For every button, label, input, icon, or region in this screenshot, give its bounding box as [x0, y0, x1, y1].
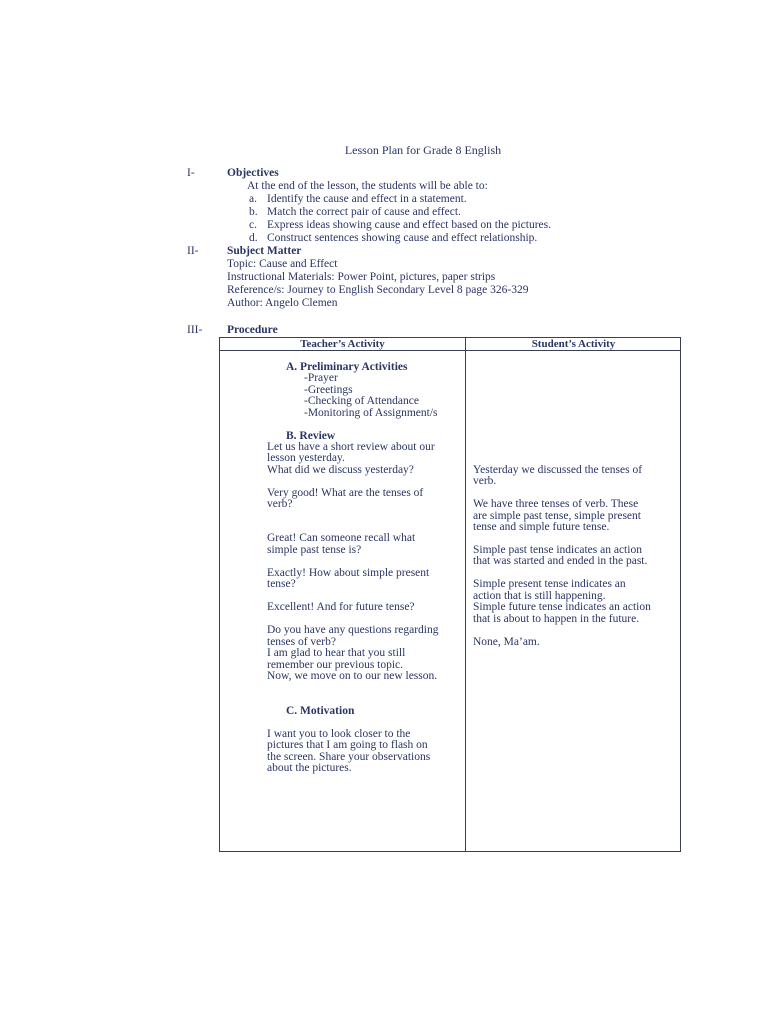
teacher-line: What did we discuss yesterday? [267, 464, 414, 476]
objective-text-b: Match the correct pair of cause and effect. [267, 206, 461, 218]
motivation-heading: C. Motivation [286, 705, 355, 717]
teacher-line: simple past tense is? [267, 544, 362, 556]
motivation-line: the screen. Share your observations [267, 751, 431, 763]
teacher-line: Great! Can someone recall what [267, 532, 416, 544]
teacher-line: Let us have a short review about our [267, 441, 435, 453]
section-numeral-3: III- [187, 324, 203, 336]
motivation-line: I want you to look closer to the [267, 728, 411, 740]
student-line: We have three tenses of verb. These [473, 498, 639, 510]
teacher-line: remember our previous topic. [267, 659, 404, 671]
student-line: Simple past tense indicates an action [473, 544, 642, 556]
motivation-line: about the pictures. [267, 762, 352, 774]
student-line: Simple future tense indicates an action [473, 601, 651, 613]
subject-reference: Reference/s: Journey to English Secondary Level 8 page 326-329 [227, 284, 529, 296]
preliminary-item: -Prayer [304, 372, 338, 384]
preliminary-item: -Checking of Attendance [304, 395, 419, 407]
objective-letter-d: d. [249, 232, 258, 244]
review-heading: B. Review [286, 430, 336, 442]
section-numeral-2: II- [187, 245, 199, 257]
preliminary-item: -Greetings [304, 384, 353, 396]
objectives-intro: At the end of the lesson, the students will be able to: [247, 180, 488, 192]
student-line: action that is still happening. [473, 590, 606, 602]
objectives-heading: Objectives [227, 167, 279, 179]
subject-materials: Instructional Materials: Power Point, pictures, paper strips [227, 271, 496, 283]
motivation-line: pictures that I am going to flash on [267, 739, 428, 751]
teacher-line: tenses of verb? [267, 636, 336, 648]
objective-text-c: Express ideas showing cause and effect based on the pictures. [267, 219, 552, 231]
student-line: verb. [473, 475, 497, 487]
objective-text-a: Identify the cause and effect in a statement. [267, 193, 467, 205]
objective-letter-c: c. [249, 219, 257, 231]
student-line: tense and simple future tense. [473, 521, 610, 533]
column-divider [465, 337, 466, 852]
subject-author: Author: Angelo Clemen [227, 297, 338, 309]
objective-letter-a: a. [249, 193, 257, 205]
objective-text-d: Construct sentences showing cause and effect relationship. [267, 232, 538, 244]
teacher-line: tense? [267, 578, 296, 590]
preliminary-item: -Monitoring of Assignment/s [304, 407, 438, 419]
student-line: that was started and ended in the past. [473, 555, 648, 567]
teacher-activity-header: Teacher’s Activity [300, 338, 385, 350]
procedure-heading: Procedure [227, 324, 278, 336]
preliminary-heading: A. Preliminary Activities [286, 361, 408, 373]
teacher-line: verb? [267, 498, 293, 510]
teacher-line: Exactly! How about simple present [267, 567, 430, 579]
student-line: that is about to happen in the future. [473, 613, 640, 625]
procedure-table [219, 337, 681, 852]
subject-topic: Topic: Cause and Effect [227, 258, 338, 270]
teacher-line: lesson yesterday. [267, 452, 345, 464]
student-line: None, Ma’am. [473, 636, 540, 648]
student-activity-header: Student’s Activity [531, 338, 616, 350]
teacher-line: I am glad to hear that you still [267, 647, 406, 659]
teacher-line: Do you have any questions regarding [267, 624, 439, 636]
section-numeral-1: I- [187, 167, 195, 179]
student-line: are simple past tense, simple present [473, 510, 641, 522]
document-title: Lesson Plan for Grade 8 English [344, 143, 502, 157]
teacher-line: Now, we move on to our new lesson. [267, 670, 438, 682]
subject-matter-heading: Subject Matter [227, 245, 302, 257]
student-line: Simple present tense indicates an [473, 578, 626, 590]
student-line: Yesterday we discussed the tenses of [473, 464, 643, 476]
teacher-line: Very good! What are the tenses of [267, 487, 424, 499]
teacher-line: Excellent! And for future tense? [267, 601, 415, 613]
objective-letter-b: b. [249, 206, 258, 218]
